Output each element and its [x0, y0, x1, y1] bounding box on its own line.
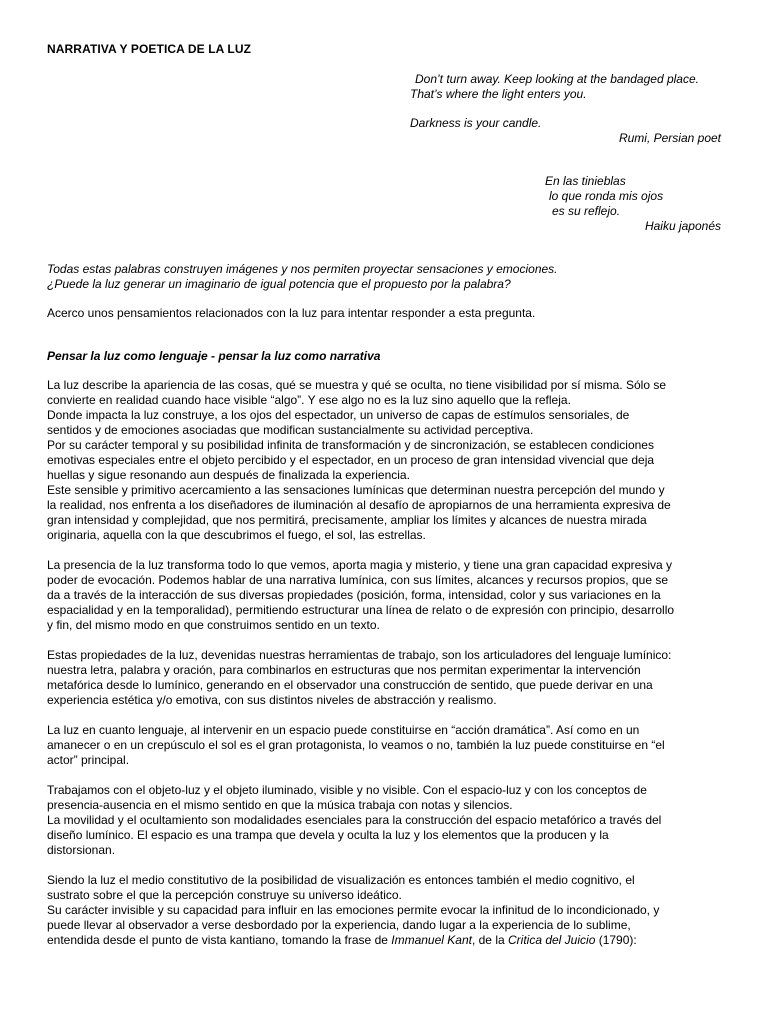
acerco-paragraph: Acerco unos pensamientos relacionados con la luz para intentar responder a esta pregunta. [47, 306, 536, 320]
text-line: la realidad, nos enfrenta a los diseñadores de iluminación al desafío de apropiarnos de una herramienta expresiva de [47, 498, 671, 512]
text-line: y fin, del mismo modo en que construimos sentido en un texto. [47, 618, 380, 632]
text-line: gran intensidad y complejidad, que nos permitirá, precisamente, ampliar los límites y alcances de nuestra mirada [47, 513, 647, 527]
rumi-quote [410, 72, 755, 146]
text-line: convierte en realidad cuando hace visible “algo”. Y ese algo no es la luz sino aquello que la refleja. [47, 393, 571, 407]
text-line: metafórica desde lo lumínico, generando en el observador una construcción de sentido, que puede derivar en una [47, 678, 653, 692]
text-line: distorsionan. [47, 843, 116, 857]
text-line: nuestra letra, palabra y oración, para combinarlos en estructuras que nos permitan experimentar la intervención [47, 663, 641, 677]
text-line: Su carácter invisible y su capacidad para influir en las emociones permite evocar la infinitud de lo incondicionado, y [47, 903, 660, 917]
text-line: La presencia de la luz transforma todo lo que vemos, aporta magia y misterio, y tiene una gran capacidad expresiva y [47, 558, 673, 572]
haiku-line-1: En las tinieblas [545, 174, 626, 188]
haiku-line-2: lo que ronda mis ojos [549, 189, 664, 203]
text-line: Trabajamos con el objeto-luz y el objeto iluminado, visible y no visible. Con el espacio-luz y con los conceptos de [47, 783, 647, 797]
text-line: Donde impacta la luz construye, a los ojos del espectador, un universo de capas de estímulos sensoriales, de [47, 408, 630, 422]
citation-italic: Critica del Juicio [508, 933, 596, 947]
rumi-attribution: Rumi, Persian poet [618, 131, 721, 145]
text-line: originaria, aquella con la que descubrimos el fuego, el sol, las estrellas. [47, 528, 426, 542]
text-line: actor” principal. [47, 753, 130, 767]
body-text [47, 378, 722, 963]
text-line: puede llevar al observador a verse desbordado por la experiencia, dando lugar a la experiencia de lo sublime, [47, 918, 631, 932]
text-line: da a través de la interacción de sus diversas propiedades (posición, forma, intensidad, color y sus variaciones en la [47, 588, 661, 602]
text-line: poder de evocación. Podemos hablar de una narrativa lumínica, con sus límites, alcances y recursos propios, que se [47, 573, 668, 587]
text-fragment: entendida desde el punto de vista kantiano, tomando la frase de [47, 933, 392, 947]
text-line: sustrato sobre el que la percepción construye su universo ideático. [47, 888, 402, 902]
text-line: Estas propiedades de la luz, devenidas nuestras herramientas de trabajo, son los articuladores del lenguaje lumínico: [47, 648, 672, 662]
text-line: presencia-ausencia en el mismo sentido en que la música trabaja con notas y silencios. [47, 798, 513, 812]
body-paragraph [47, 648, 722, 708]
text-line: Por su carácter temporal y su posibilidad infinita de transformación y de sincronización, se establecen condiciones [47, 438, 654, 452]
text-line: amanecer o en un crepúsculo el sol es el gran protagonista, lo veamos o no, también la luz puede constituirse en “el [47, 738, 665, 752]
text-line-kant [47, 933, 722, 948]
text-fragment: (1790): [595, 933, 637, 947]
intro-line-1: Todas estas palabras construyen imágenes y nos permiten proyectar sensaciones y emociones. [47, 262, 558, 276]
text-line: La luz en cuanto lenguaje, al intervenir en un espacio puede constituirse en “acción dramática”. Así como en un [47, 723, 640, 737]
text-line: emotivas especiales entre el objeto percibido y el espectador, en un proceso de gran intensidad vivencial que deja [47, 453, 655, 467]
citation-italic: Immanuel Kant [391, 933, 472, 947]
body-paragraph [47, 873, 722, 948]
section-heading: Pensar la luz como lenguaje - pensar la luz como narrativa [47, 349, 381, 363]
text-line: sentidos y de emociones asociadas que modifican sustancialmente su actividad perceptiva. [47, 423, 534, 437]
haiku-attribution: Haiku japonés [644, 219, 721, 233]
body-paragraph [47, 783, 722, 858]
text-line: espacialidad y en la temporalidad), permitiendo estructurar una línea de relato o de expresión con principio, desarrollo [47, 603, 675, 617]
body-paragraph [47, 378, 722, 543]
text-line: Siendo la luz el medio constitutivo de la posibilidad de visualización es entonces también el medio cognitivo, el [47, 873, 635, 887]
body-paragraph [47, 723, 722, 768]
rumi-quote-line-2: That’s where the light enters you. [410, 87, 587, 101]
rumi-quote-line-3: Darkness is your candle. [410, 116, 542, 130]
haiku-quote [545, 174, 745, 234]
haiku-line-3: es su reflejo. [552, 204, 621, 218]
rumi-quote-line-1: Don’t turn away. Keep looking at the bandaged place. [415, 72, 699, 86]
intro-paragraph [47, 262, 722, 292]
text-line: Este sensible y primitivo acercamiento a las sensaciones lumínicas que determinan nuestra percepción del mundo y [47, 483, 665, 497]
intro-line-2: ¿Puede la luz generar un imaginario de igual potencia que el propuesto por la palabra? [47, 277, 511, 291]
text-fragment: , de la [471, 933, 508, 947]
text-line: experiencia estética y/o emotiva, con sus distintos niveles de abstracción y realismo. [47, 693, 497, 707]
text-line: La movilidad y el ocultamiento son modalidades esenciales para la construcción del espacio metafórico a través del [47, 813, 662, 827]
document-title: NARRATIVA Y POETICA DE LA LUZ [47, 42, 252, 56]
text-line: diseño lumínico. El espacio es una trampa que devela y oculta la luz y los elementos que la producen y la [47, 828, 609, 842]
text-line: La luz describe la apariencia de las cosas, qué se muestra y qué se oculta, no tiene visibilidad por sí misma. Sólo se [47, 378, 666, 392]
text-line: huellas y sigue resonando aun después de finalizada la experiencia. [47, 468, 410, 482]
body-paragraph [47, 558, 722, 633]
